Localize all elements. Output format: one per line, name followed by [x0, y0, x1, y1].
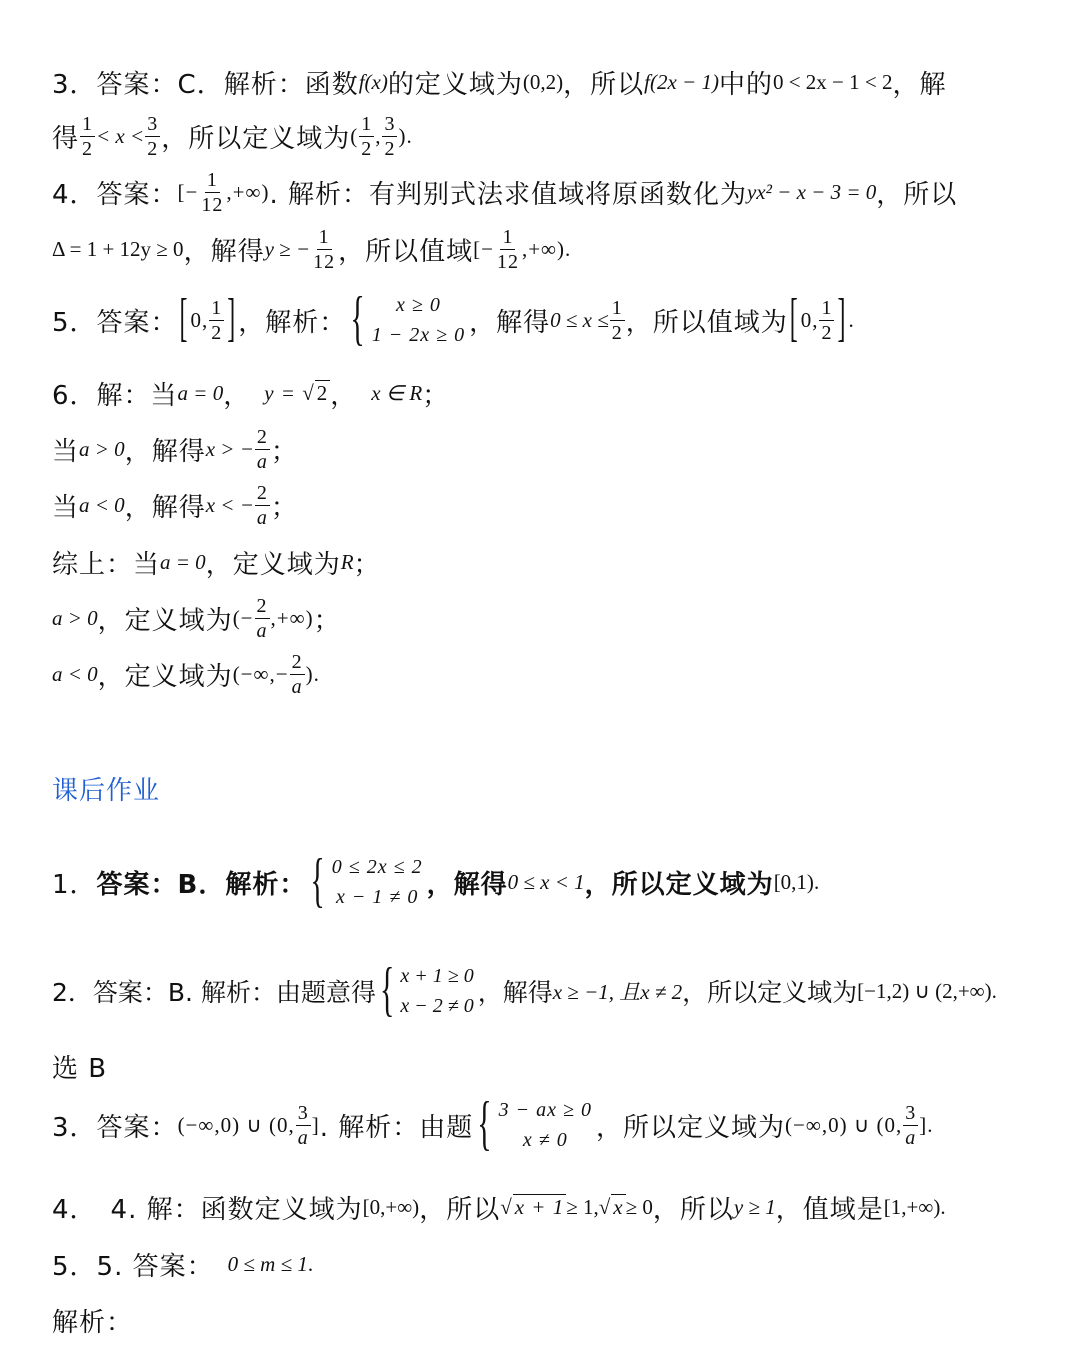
homework-1-line	[52, 848, 1040, 914]
text: ，	[223, 380, 251, 411]
answer-6-line-6	[52, 648, 1040, 700]
answer-4-prefix: 4．答案：	[52, 179, 178, 210]
inequality-system: { 3 − ax ≥ 0 x ≠ 0	[477, 1091, 593, 1157]
text: ，所以	[419, 1194, 501, 1225]
text: ，所以	[652, 1194, 734, 1225]
homework-4-line	[52, 1186, 1040, 1228]
text: ，解得	[124, 492, 206, 523]
fraction: $\frac{2}{a}$	[256, 481, 268, 529]
text: .	[307, 1251, 314, 1276]
text: ，解	[892, 69, 947, 100]
sqrt-expression: y = √ 2	[264, 381, 329, 405]
solution: x < −	[205, 492, 254, 517]
inequality: y ≥ −	[264, 236, 311, 261]
text: 综上：当	[52, 549, 161, 580]
discriminant: Δ = 1 + 12y ≥ 0	[52, 236, 184, 261]
interval: [ 0, $\frac{1}{2}$ ]	[179, 290, 237, 348]
text: ，所以值域	[338, 236, 474, 267]
text: ，	[330, 380, 358, 411]
text: ，所以	[876, 179, 958, 210]
text: ≥ 0	[625, 1194, 653, 1219]
text: ，所以	[563, 69, 645, 100]
answer-4-line-2	[52, 222, 1040, 276]
text: 5. 答案：	[96, 1251, 214, 1282]
condition: a = 0	[177, 380, 224, 405]
text: ，所以定义域为	[596, 1112, 786, 1143]
text: ，值域是	[775, 1194, 884, 1225]
homework-4-prefix: 4．	[52, 1194, 97, 1225]
solution: 0 ≤ x < 1	[507, 869, 585, 894]
domain-interval: [0,+∞)	[362, 1194, 420, 1219]
text: ；	[353, 549, 381, 580]
text: ，解得	[183, 236, 265, 267]
interval: (−∞,0) ∪ (0, $\frac{3}{a}$ ] .	[785, 1101, 934, 1149]
text: ，定义域为	[205, 549, 341, 580]
inequality-system: { 0 ≤ 2x ≤ 2 x − 1 ≠ 0	[310, 848, 423, 914]
answer-inequality: 0 ≤ m ≤ 1	[227, 1251, 308, 1276]
domain-interval: [0,1)	[773, 869, 814, 894]
interval: [ 0, $\frac{1}{2}$ ] .	[789, 290, 855, 348]
text: 得	[52, 123, 80, 154]
text: 当	[52, 436, 80, 467]
interval: [− $\frac{1}{12}$ ,+∞) .	[473, 225, 572, 273]
text: ≥ 1,	[566, 1194, 599, 1219]
interval: (−∞,− $\frac{2}{a}$ ) .	[232, 650, 320, 698]
solution: x ≥ −1, 且x ≠ 2	[552, 980, 683, 1004]
text: ；	[422, 380, 450, 411]
text: ；	[270, 492, 298, 523]
domain-interval: (0,2)	[522, 69, 564, 94]
homework-2-line	[52, 957, 1040, 1023]
answer-5-line	[52, 286, 1040, 352]
homework-2-choice	[52, 1046, 1040, 1086]
range-interval: [1,+∞)	[883, 1194, 941, 1219]
text: .	[813, 869, 820, 894]
domain-all-reals: R	[340, 549, 354, 574]
text: ；	[270, 436, 298, 467]
answer-6-line-1	[52, 372, 1040, 414]
text: ，所以定义域为	[682, 978, 858, 1007]
solution: 0 ≤ x ≤	[550, 307, 609, 332]
text: ，所以定义域为	[584, 869, 774, 900]
text: 答案：B. 解析：由题意得	[92, 978, 376, 1007]
inequality-system: { x ≥ 0 1 − 2x ≥ 0	[350, 286, 466, 352]
text: ，定义域为	[97, 605, 233, 636]
answer-6-line-4	[52, 542, 1040, 582]
answer-6-line-2	[52, 422, 1040, 476]
homework-3-line	[52, 1091, 1040, 1157]
text: ，解得	[477, 978, 553, 1007]
text: ，解得	[124, 436, 206, 467]
text: ，解析：	[238, 307, 347, 338]
equation: yx² − x − 3 = 0	[746, 179, 877, 204]
text: ，解得	[469, 307, 551, 338]
answer-3-prefix: 3．答案：C．解析：函数	[52, 69, 359, 100]
text: 的定义域为	[387, 69, 523, 100]
interval: (−∞,0) ∪ (0, $\frac{3}{a}$ ]	[177, 1101, 320, 1149]
sqrt-expression: √ x	[598, 1195, 624, 1219]
inequality: y ≥ 1	[733, 1194, 776, 1219]
answer-5-prefix: 5．答案：	[52, 307, 178, 338]
answer-6-prefix: 6．解：当	[52, 380, 178, 411]
interval: [− $\frac{1}{12}$ ,+∞)	[177, 168, 270, 216]
text: .	[940, 1194, 946, 1219]
homework-2-prefix: 2．	[52, 978, 93, 1007]
homework-5-prefix: 5．	[52, 1251, 97, 1282]
condition: a > 0	[52, 605, 98, 630]
homework-5-analysis	[52, 1300, 1040, 1340]
inequality: 0 < 2x − 1 < 2	[772, 69, 893, 94]
homework-3-prefix: 3．	[52, 1112, 97, 1143]
function-f-x: f(x)	[358, 69, 388, 94]
analysis-label: 解析：	[52, 1307, 134, 1338]
text: ，定义域为	[97, 661, 233, 692]
text: . 解析：有判别式法求值域将原函数化为	[269, 179, 747, 210]
text: ，所以定义域为	[161, 123, 351, 154]
answer-4-line-1	[52, 166, 1040, 218]
fraction: $\frac{1}{2}$	[82, 112, 94, 160]
answer-3-line-1	[52, 62, 1040, 102]
homework-5-line	[52, 1244, 1040, 1284]
fraction: $\frac{3}{2}$	[147, 112, 159, 160]
condition: a < 0	[79, 492, 125, 517]
answer-6-line-5	[52, 592, 1040, 644]
interval: ( $\frac{1}{2}$ , $\frac{3}{2}$ ) .	[350, 112, 413, 160]
solution: x > −	[205, 436, 254, 461]
text: ，所以值域为	[625, 307, 788, 338]
text: 答案：	[96, 1112, 178, 1143]
sqrt-expression: √ x + 1	[500, 1195, 565, 1219]
text: . 解析：由题	[319, 1112, 474, 1143]
choice-text: 选 B	[52, 1053, 108, 1084]
domain-all-reals: x ∈ R	[371, 380, 423, 405]
inequality-system: { x + 1 ≥ 0 x − 2 ≠ 0	[379, 957, 474, 1023]
fraction: $\frac{2}{a}$	[256, 425, 268, 473]
text: 答案：B．解析：	[96, 869, 307, 900]
text: 4. 解：函数定义域为	[110, 1194, 363, 1225]
text: .	[991, 978, 997, 1003]
interval: (− $\frac{2}{a}$ ,+∞)	[232, 594, 314, 642]
fraction: $\frac{1}{12}$	[313, 225, 336, 273]
answer-6-line-3	[52, 478, 1040, 532]
text: ；	[313, 605, 341, 636]
text: ，解得	[426, 869, 508, 900]
text: 当	[52, 492, 80, 523]
domain-interval: [−1,2) ∪ (2,+∞)	[857, 978, 992, 1003]
condition: a > 0	[79, 436, 125, 461]
fraction: $\frac{1}{2}$	[611, 296, 623, 344]
function-f-2x-1: f(2x − 1)	[644, 69, 719, 94]
homework-1-prefix: 1．	[52, 869, 97, 900]
text: 中的	[718, 69, 773, 100]
inequality: < x <	[96, 123, 145, 148]
section-title: 课后作业	[52, 776, 161, 806]
answer-3-line-2	[52, 108, 1040, 164]
condition: a < 0	[52, 661, 98, 686]
condition: a = 0	[160, 549, 206, 574]
